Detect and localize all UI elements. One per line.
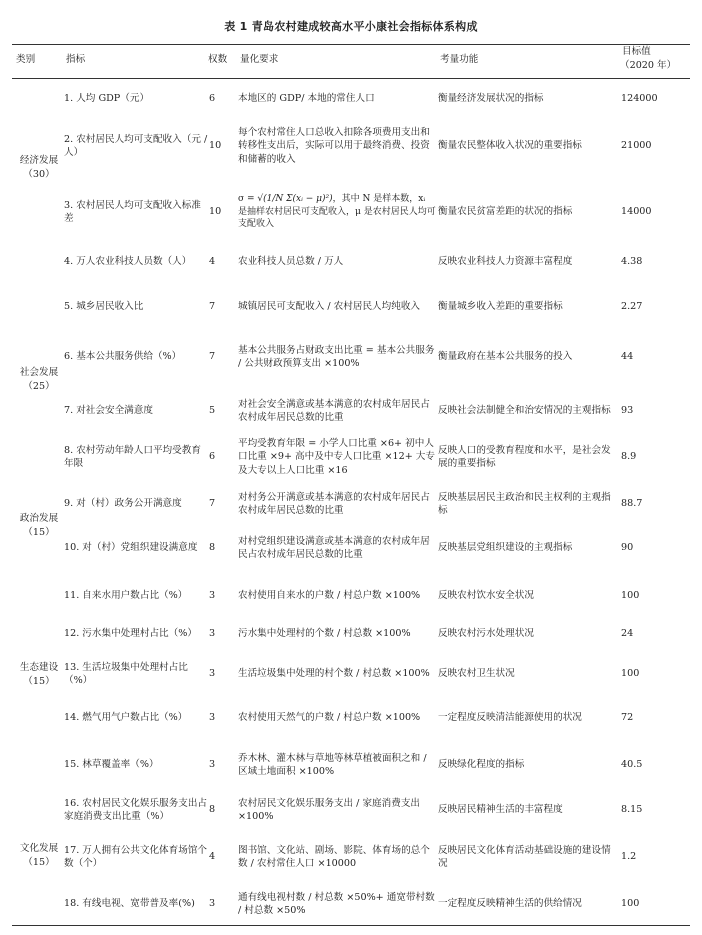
function-cell xyxy=(438,746,620,784)
category-name: 社会发展 xyxy=(19,367,59,378)
target-cell-text: 40.5 xyxy=(621,759,643,771)
weight-cell xyxy=(209,248,233,276)
function-cell-text: 衡量农民整体收入状况的重要指标 xyxy=(438,140,582,152)
quant-cell-text: 本地区的 GDP/ 本地的常住人口 xyxy=(238,93,375,105)
indicator-cell-text: 17. 万人拥有公共文化体育场馆个数（个） xyxy=(64,844,208,869)
function-cell xyxy=(438,332,620,382)
indicator-cell xyxy=(64,121,208,171)
function-cell xyxy=(438,390,620,432)
function-cell-text: 反映居民精神生活的丰富程度 xyxy=(438,804,563,816)
quant-cell-text: 农业科技人员总数 / 万人 xyxy=(238,256,344,268)
weight-cell-text: 7 xyxy=(209,351,216,363)
indicator-cell xyxy=(64,390,208,432)
weight-cell-text: 3 xyxy=(209,898,216,910)
weight-cell-text: 3 xyxy=(209,668,216,680)
quant-cell-text: 每个农村常住人口总收入扣除各项费用支出和转移性支出后，实际可以用于最终消费、投资和储蓄的收入 xyxy=(238,126,430,165)
target-cell xyxy=(621,837,687,877)
indicator-cell-text: 8. 农村劳动年龄人口平均受教育年限 xyxy=(64,444,201,469)
weight-cell-text: 10 xyxy=(209,140,222,152)
weight-cell-text: 3 xyxy=(209,590,216,602)
indicator-cell-text: 1. 人均 GDP（元） xyxy=(64,93,150,105)
table-title: 表 1 青岛农村建成较高水平小康社会指标体系构成 xyxy=(224,20,478,33)
function-cell xyxy=(438,248,620,276)
category-weight: （15） xyxy=(23,675,55,687)
indicator-cell-text: 12. 污水集中处理村占比（%） xyxy=(64,628,197,640)
target-cell xyxy=(621,187,687,237)
quant-cell-text: 农村居民文化娱乐服务支出 / 家庭消费支出 ×100% xyxy=(238,797,421,822)
target-cell xyxy=(621,527,687,569)
weight-cell-text: 3 xyxy=(209,712,216,724)
indicator-cell-text: 15. 林草覆盖率（%） xyxy=(64,759,159,771)
quant-cell xyxy=(238,187,436,237)
weight-cell-text: 8 xyxy=(209,804,216,816)
quant-cell xyxy=(238,121,436,171)
function-cell-text: 反映农村污水处理状况 xyxy=(438,628,534,640)
quant-cell xyxy=(238,884,436,924)
std-dev-formula: √(1/N Σ(xᵢ − μ)²) xyxy=(257,194,333,205)
function-cell xyxy=(438,527,620,569)
function-cell xyxy=(438,622,620,646)
function-cell xyxy=(438,292,620,322)
weight-cell xyxy=(209,390,233,432)
indicator-cell xyxy=(64,248,208,276)
formula-prefix: σ = xyxy=(238,194,255,205)
quant-cell xyxy=(238,332,436,382)
target-cell-text: 100 xyxy=(621,590,640,602)
indicator-cell xyxy=(64,434,208,480)
indicator-cell-text: 4. 万人农业科技人员数（人） xyxy=(64,256,192,268)
quant-cell-text: 对村党组织建设满意或基本满意的农村成年居民占农村成年居民总数的比重 xyxy=(238,535,430,560)
weight-cell-text: 7 xyxy=(209,301,216,313)
weight-cell xyxy=(209,699,233,737)
function-cell xyxy=(438,837,620,877)
function-cell-text: 反映农村卫生状况 xyxy=(438,668,515,680)
target-cell-text: 21000 xyxy=(621,140,652,152)
bottom-rule xyxy=(12,925,690,926)
quant-cell-text: 乔木林、灌木林与草地等林草植被面积之和 / 区域土地面积 ×100% xyxy=(238,752,427,777)
function-cell xyxy=(438,699,620,737)
function-cell-text: 反映农村饮水安全状况 xyxy=(438,590,534,602)
weight-cell xyxy=(209,746,233,784)
category-weight: （15） xyxy=(23,526,55,538)
quant-cell-text: 基本公共服务占财政支出比重 = 基本公共服务 / 公共财政预算支出 ×100% xyxy=(238,344,435,369)
weight-cell xyxy=(209,483,233,525)
function-cell-text: 反映基层党组织建设的主观指标 xyxy=(438,542,573,554)
target-cell-text: 24 xyxy=(621,628,634,640)
quant-cell-text: 对村务公开满意或基本满意的农村成年居民占农村成年居民总数的比重 xyxy=(238,491,430,516)
category-name: 生态建设 xyxy=(19,662,59,673)
target-cell-text: 72 xyxy=(621,712,634,724)
weight-cell-text: 7 xyxy=(209,498,216,510)
target-cell-text: 8.9 xyxy=(621,451,637,463)
indicator-cell xyxy=(64,187,208,237)
indicator-cell-text: 14. 燃气用气户数占比（%） xyxy=(64,712,188,724)
function-cell-text: 反映基层居民主政治和民主权利的主观指标 xyxy=(438,491,611,516)
quant-cell-text: 平均受教育年限 = 小学人口比重 ×6+ 初中人口比重 ×9+ 高中及中专人口比重 ×12+ 大专及大专以上人口比重 ×16 xyxy=(238,437,435,476)
header-indicator: 指标 xyxy=(66,54,86,66)
function-cell xyxy=(438,86,620,112)
category-ecology xyxy=(14,661,64,688)
quant-cell xyxy=(238,837,436,877)
header-quant: 量化要求 xyxy=(240,54,279,66)
quant-cell xyxy=(238,434,436,480)
quant-cell xyxy=(238,622,436,646)
category-weight: （25） xyxy=(23,380,55,392)
indicator-cell-text: 16. 农村居民文化娱乐服务支出占家庭消费支出比重（%） xyxy=(64,797,208,822)
target-cell xyxy=(621,390,687,432)
weight-cell xyxy=(209,332,233,382)
target-cell-text: 14000 xyxy=(621,206,652,218)
category-society xyxy=(14,366,64,393)
quant-cell-text: 城镇居民可支配收入 / 农村居民人均纯收入 xyxy=(238,301,421,313)
indicator-cell-text: 6. 基本公共服务供给（%） xyxy=(64,351,182,363)
target-cell xyxy=(621,790,687,830)
target-cell-text: 88.7 xyxy=(621,498,643,510)
weight-cell xyxy=(209,292,233,322)
quant-cell xyxy=(238,578,436,614)
indicator-cell-text: 9. 对（村）政务公开满意度 xyxy=(64,498,182,510)
quant-cell-text: 污水集中处理村的个数 / 村总数 ×100% xyxy=(238,628,411,640)
indicator-cell-text: 13. 生活垃圾集中处理村占比（%） xyxy=(64,661,188,686)
weight-cell-text: 6 xyxy=(209,93,216,105)
target-cell-text: 100 xyxy=(621,898,640,910)
function-cell-text: 反映农业科技人力资源丰富程度 xyxy=(438,256,573,268)
target-cell-text: 93 xyxy=(621,405,634,417)
indicator-cell xyxy=(64,656,208,692)
indicator-cell xyxy=(64,790,208,830)
category-name: 政治发展 xyxy=(19,513,59,524)
weight-cell-text: 4 xyxy=(209,851,216,863)
weight-cell xyxy=(209,578,233,614)
indicator-cell xyxy=(64,578,208,614)
function-cell xyxy=(438,121,620,171)
target-cell xyxy=(621,121,687,171)
quant-cell-text: 生活垃圾集中处理的村个数 / 村总数 ×100% xyxy=(238,668,430,680)
weight-cell xyxy=(209,622,233,646)
weight-cell-text: 10 xyxy=(209,206,222,218)
quant-cell xyxy=(238,483,436,525)
weight-cell-text: 3 xyxy=(209,628,216,640)
target-cell xyxy=(621,884,687,924)
weight-cell xyxy=(209,86,233,112)
header-target-1: 目标值 xyxy=(622,46,651,58)
target-cell xyxy=(621,292,687,322)
indicator-cell xyxy=(64,622,208,646)
indicator-cell-text: 2. 农村居民人均可支配收入（元 / 人） xyxy=(64,133,208,158)
quant-cell xyxy=(238,390,436,432)
indicator-cell-text: 11. 自来水用户数占比（%） xyxy=(64,590,188,602)
indicator-cell xyxy=(64,483,208,525)
target-cell xyxy=(621,483,687,525)
header-target-2: （2020 年） xyxy=(620,60,677,72)
weight-cell xyxy=(209,121,233,171)
category-economy xyxy=(14,154,64,181)
indicator-cell xyxy=(64,527,208,569)
category-name: 经济发展 xyxy=(19,155,59,166)
quant-cell xyxy=(238,699,436,737)
target-cell xyxy=(621,332,687,382)
weight-cell-text: 6 xyxy=(209,451,216,463)
target-cell xyxy=(621,248,687,276)
function-cell-text: 反映社会法制健全和治安情况的主观指标 xyxy=(438,405,611,417)
quant-cell xyxy=(238,790,436,830)
indicator-cell-text: 18. 有线电视、宽带普及率(%) xyxy=(64,898,195,910)
target-cell-text: 2.27 xyxy=(621,301,643,313)
target-cell xyxy=(621,86,687,112)
quant-cell xyxy=(238,292,436,322)
target-cell xyxy=(621,656,687,692)
function-cell-text: 衡量政府在基本公共服务的投入 xyxy=(438,351,573,363)
quant-cell xyxy=(238,248,436,276)
quant-cell-text: ，其中 N 是样本数，xᵢ 是抽样农村居民可支配收入，μ 是农村居民人均可支配收入 xyxy=(238,194,436,230)
indicator-cell xyxy=(64,884,208,924)
function-cell-text: 衡量城乡收入差距的重要指标 xyxy=(438,301,563,313)
target-cell-text: 1.2 xyxy=(621,851,637,863)
weight-cell xyxy=(209,187,233,237)
function-cell xyxy=(438,884,620,924)
function-cell xyxy=(438,656,620,692)
quant-cell xyxy=(238,746,436,784)
indicator-cell-text: 10. 对（村）党组织建设满意度 xyxy=(64,542,198,554)
target-cell-text: 8.15 xyxy=(621,804,643,816)
weight-cell-text: 5 xyxy=(209,405,216,417)
category-name: 文化发展 xyxy=(19,843,59,854)
target-cell xyxy=(621,746,687,784)
header-weight: 权数 xyxy=(208,54,228,66)
target-cell-text: 90 xyxy=(621,542,634,554)
quant-cell-text: 图书馆、文化站、剧场、影院、体育场的总个数 / 农村常住人口 ×10000 xyxy=(238,844,430,869)
function-cell-text: 衡量经济发展状况的指标 xyxy=(438,93,544,105)
quant-cell xyxy=(238,527,436,569)
weight-cell xyxy=(209,790,233,830)
target-cell xyxy=(621,578,687,614)
target-cell xyxy=(621,622,687,646)
weight-cell xyxy=(209,884,233,924)
quant-cell-text: 通有线电视村数 / 村总数 ×50%+ 通宽带村数 / 村总数 ×50% xyxy=(238,891,435,916)
indicator-cell xyxy=(64,86,208,112)
function-cell-text: 反映人口的受教育程度和水平，是社会发展的重要指标 xyxy=(438,444,611,469)
function-cell xyxy=(438,434,620,480)
function-cell xyxy=(438,578,620,614)
target-cell-text: 100 xyxy=(621,668,640,680)
function-cell xyxy=(438,187,620,237)
top-rule xyxy=(12,44,690,45)
indicator-cell-text: 7. 对社会安全满意度 xyxy=(64,405,153,417)
weight-cell xyxy=(209,527,233,569)
function-cell xyxy=(438,483,620,525)
header-function: 考量功能 xyxy=(440,54,479,66)
target-cell-text: 124000 xyxy=(621,93,658,105)
target-cell-text: 44 xyxy=(621,351,634,363)
indicator-cell-text: 5. 城乡居民收入比 xyxy=(64,301,144,313)
weight-cell-text: 4 xyxy=(209,256,216,268)
target-cell xyxy=(621,434,687,480)
weight-cell-text: 8 xyxy=(209,542,216,554)
indicator-cell xyxy=(64,746,208,784)
function-cell-text: 反映绿化程度的指标 xyxy=(438,759,525,771)
category-politics xyxy=(14,512,64,539)
function-cell-text: 衡量农民贫富差距的状况的指标 xyxy=(438,206,573,218)
weight-cell xyxy=(209,837,233,877)
header-rule xyxy=(12,78,690,79)
function-cell-text: 一定程度反映精神生活的供给情况 xyxy=(438,898,582,910)
target-cell xyxy=(621,699,687,737)
category-weight: （15） xyxy=(23,856,55,868)
quant-cell-text: 农村使用天然气的户数 / 村总户数 ×100% xyxy=(238,712,421,724)
target-cell-text: 4.38 xyxy=(621,256,643,268)
quant-cell-text: 对社会安全满意或基本满意的农村成年居民占农村成年居民总数的比重 xyxy=(238,398,430,423)
header-category: 类别 xyxy=(16,54,36,66)
weight-cell-text: 3 xyxy=(209,759,216,771)
indicator-cell xyxy=(64,837,208,877)
indicator-cell xyxy=(64,292,208,322)
indicator-cell xyxy=(64,332,208,382)
indicator-cell xyxy=(64,699,208,737)
function-cell-text: 一定程度反映清洁能源使用的状况 xyxy=(438,712,582,724)
category-culture xyxy=(14,842,64,869)
indicator-cell-text: 3. 农村居民人均可支配收入标准差 xyxy=(64,199,201,224)
function-cell xyxy=(438,790,620,830)
quant-cell-text: 农村使用自来水的户数 / 村总户数 ×100% xyxy=(238,590,421,602)
category-weight: （30） xyxy=(23,168,55,180)
quant-cell xyxy=(238,86,436,112)
quant-cell xyxy=(238,656,436,692)
weight-cell xyxy=(209,656,233,692)
weight-cell xyxy=(209,434,233,480)
function-cell-text: 反映居民文化体育活动基础设施的建设情况 xyxy=(438,844,611,869)
